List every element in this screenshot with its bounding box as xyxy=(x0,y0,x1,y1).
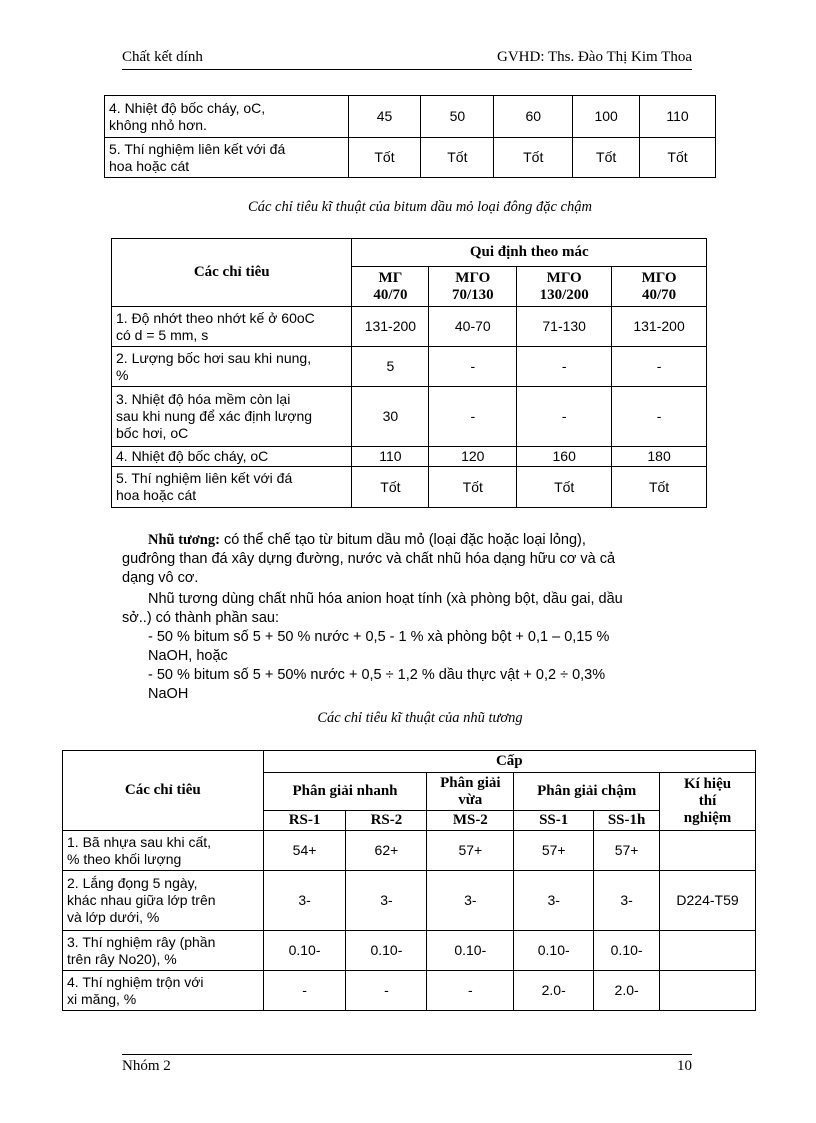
table-row xyxy=(112,387,707,447)
cell: 3- xyxy=(514,871,594,931)
table-row xyxy=(63,931,756,971)
row-label: 1. Bã nhựa sau khi cất, % theo khối lượng xyxy=(63,831,264,871)
cell: 57+ xyxy=(427,831,514,871)
header-grade-group: Qui định theo mác xyxy=(352,239,707,267)
cell: - xyxy=(517,347,612,387)
table-header-row xyxy=(112,239,707,267)
cell: - xyxy=(427,971,514,1011)
cell: - xyxy=(429,347,517,387)
cell: - xyxy=(612,387,707,447)
table-row xyxy=(63,871,756,931)
header-code: MS-2 xyxy=(427,811,514,831)
table-bitumen-specs xyxy=(111,238,707,508)
cell: 54+ xyxy=(263,831,346,871)
cell: 2.0- xyxy=(514,971,594,1011)
cell: 62+ xyxy=(346,831,427,871)
table-emulsion-specs xyxy=(62,750,756,1011)
row-label: 3. Thí nghiệm rây (phần trên rây No20), % xyxy=(63,931,264,971)
paragraph-emulsion: Nhũ tương: có thể chế tạo từ bitum dầu mỏ (loại đặc hoặc loại lỏng), guđrông than đá xây dựng đường, nước và chất nhũ hóa dạng hữu cơ và cả dạng vô cơ. xyxy=(122,532,616,586)
cell xyxy=(660,831,756,871)
page-number: 10 xyxy=(677,1058,692,1074)
cell: 110 xyxy=(352,447,429,467)
row-label: 4. Thí nghiệm trộn với xi măng, % xyxy=(63,971,264,1011)
cell: 160 xyxy=(517,447,612,467)
cell: 180 xyxy=(612,447,707,467)
row-label: 2. Lắng đọng 5 ngày, khác nhau giữa lớp trên và lớp dưới, % xyxy=(63,871,264,931)
row-label: 3. Nhiệt độ hóa mềm còn lại sau khi nung để xác định lượng bốc hơi, oC xyxy=(112,387,352,447)
header-test-symbol: Kí hiệu thí nghiệm xyxy=(660,773,756,831)
cell: - xyxy=(263,971,346,1011)
header-grade: МГО 40/70 xyxy=(612,267,707,307)
table-flash-point xyxy=(104,95,716,178)
row-label: 4. Nhiệt độ bốc cháy, oC, không nhỏ hơn. xyxy=(105,96,349,138)
cell: 0.10- xyxy=(346,931,427,971)
paragraph-composition: Nhũ tương dùng chất nhũ hóa anion hoạt tính (xà phòng bột, dầu gai, dầu sở..) có thành phần sau: - 50 % bitum số 5 + 50 % nước + 0,5 - 1 % xà phòng bột + 0,1 – 0,15 % NaOH, hoặc - 50 % bitum số 5 + 50% nước + 0,5 ÷ 1,2 % dầu thực vật + 0,2 ÷ 0,3% NaOH xyxy=(122,591,623,702)
cell: 71-130 xyxy=(517,307,612,347)
header-grade: МГО 70/130 xyxy=(429,267,517,307)
cell xyxy=(660,931,756,971)
header-grade: МГО 130/200 xyxy=(517,267,612,307)
cell: 57+ xyxy=(594,831,660,871)
term-emulsion: Nhũ tương: xyxy=(148,532,220,548)
cell: - xyxy=(429,387,517,447)
cell: Tốt xyxy=(352,467,429,508)
table-row xyxy=(63,831,756,871)
table-row xyxy=(112,347,707,387)
cell: 57+ xyxy=(514,831,594,871)
cell: 5 xyxy=(352,347,429,387)
cell: 0.10- xyxy=(427,931,514,971)
cell: 40-70 xyxy=(429,307,517,347)
table-row xyxy=(112,467,707,508)
table-row xyxy=(112,447,707,467)
cell: 0.10- xyxy=(514,931,594,971)
cell: 50 xyxy=(421,96,494,138)
cell: Tốt xyxy=(421,138,494,178)
cell: 0.10- xyxy=(594,931,660,971)
cell: 0.10- xyxy=(263,931,346,971)
cell: 131-200 xyxy=(352,307,429,347)
caption-bitumen: Các chỉ tiêu kĩ thuật của bitum dầu mỏ loại đông đặc chậm xyxy=(248,199,592,215)
row-label: 5. Thí nghiệm liên kết với đá hoa hoặc cát xyxy=(112,467,352,508)
table-row xyxy=(112,307,707,347)
cell: 100 xyxy=(573,96,640,138)
row-label: 5. Thí nghiệm liên kết với đá hoa hoặc cát xyxy=(105,138,349,178)
cell: Tốt xyxy=(517,467,612,508)
row-label: 1. Độ nhớt theo nhớt kế ở 60oC có d = 5 mm, s xyxy=(112,307,352,347)
header-criteria: Các chỉ tiêu xyxy=(63,751,264,831)
header-code: RS-2 xyxy=(346,811,427,831)
table-row xyxy=(105,96,716,138)
cell: 2.0- xyxy=(594,971,660,1011)
header-code: SS-1h xyxy=(594,811,660,831)
footer-rule xyxy=(122,1054,692,1055)
cell: 131-200 xyxy=(612,307,707,347)
cell: - xyxy=(612,347,707,387)
caption-emulsion: Các chỉ tiêu kĩ thuật của nhũ tương xyxy=(317,710,523,726)
footer-group: Nhóm 2 xyxy=(122,1058,171,1074)
cell: 60 xyxy=(494,96,573,138)
header-grade: Cấp xyxy=(263,751,755,773)
header-slow-break: Phân giải chậm xyxy=(514,773,660,811)
cell: Tốt xyxy=(612,467,707,508)
cell: - xyxy=(346,971,427,1011)
cell: 120 xyxy=(429,447,517,467)
cell: Tốt xyxy=(494,138,573,178)
cell: Tốt xyxy=(348,138,421,178)
cell: 3- xyxy=(427,871,514,931)
cell: 45 xyxy=(348,96,421,138)
header-right: GVHD: Ths. Đào Thị Kim Thoa xyxy=(497,49,692,65)
header-rule xyxy=(122,69,692,70)
header-grade: МГ 40/70 xyxy=(352,267,429,307)
cell: D224-T59 xyxy=(660,871,756,931)
table-row xyxy=(63,971,756,1011)
cell: 3- xyxy=(263,871,346,931)
header-left: Chất kết dính xyxy=(122,49,203,65)
cell: 110 xyxy=(640,96,716,138)
row-label: 2. Lượng bốc hơi sau khi nung, % xyxy=(112,347,352,387)
cell xyxy=(660,971,756,1011)
cell: 30 xyxy=(352,387,429,447)
cell: - xyxy=(517,387,612,447)
cell: 3- xyxy=(346,871,427,931)
cell: Tốt xyxy=(429,467,517,508)
table-header-row xyxy=(63,751,756,773)
header-medium-break: Phân giải vừa xyxy=(427,773,514,811)
header-fast-break: Phân giải nhanh xyxy=(263,773,427,811)
cell: Tốt xyxy=(640,138,716,178)
cell: Tốt xyxy=(573,138,640,178)
table-row xyxy=(105,138,716,178)
header-code: RS-1 xyxy=(263,811,346,831)
cell: 3- xyxy=(594,871,660,931)
header-code: SS-1 xyxy=(514,811,594,831)
row-label: 4. Nhiệt độ bốc cháy, oC xyxy=(112,447,352,467)
header-criteria: Các chỉ tiêu xyxy=(112,239,352,307)
